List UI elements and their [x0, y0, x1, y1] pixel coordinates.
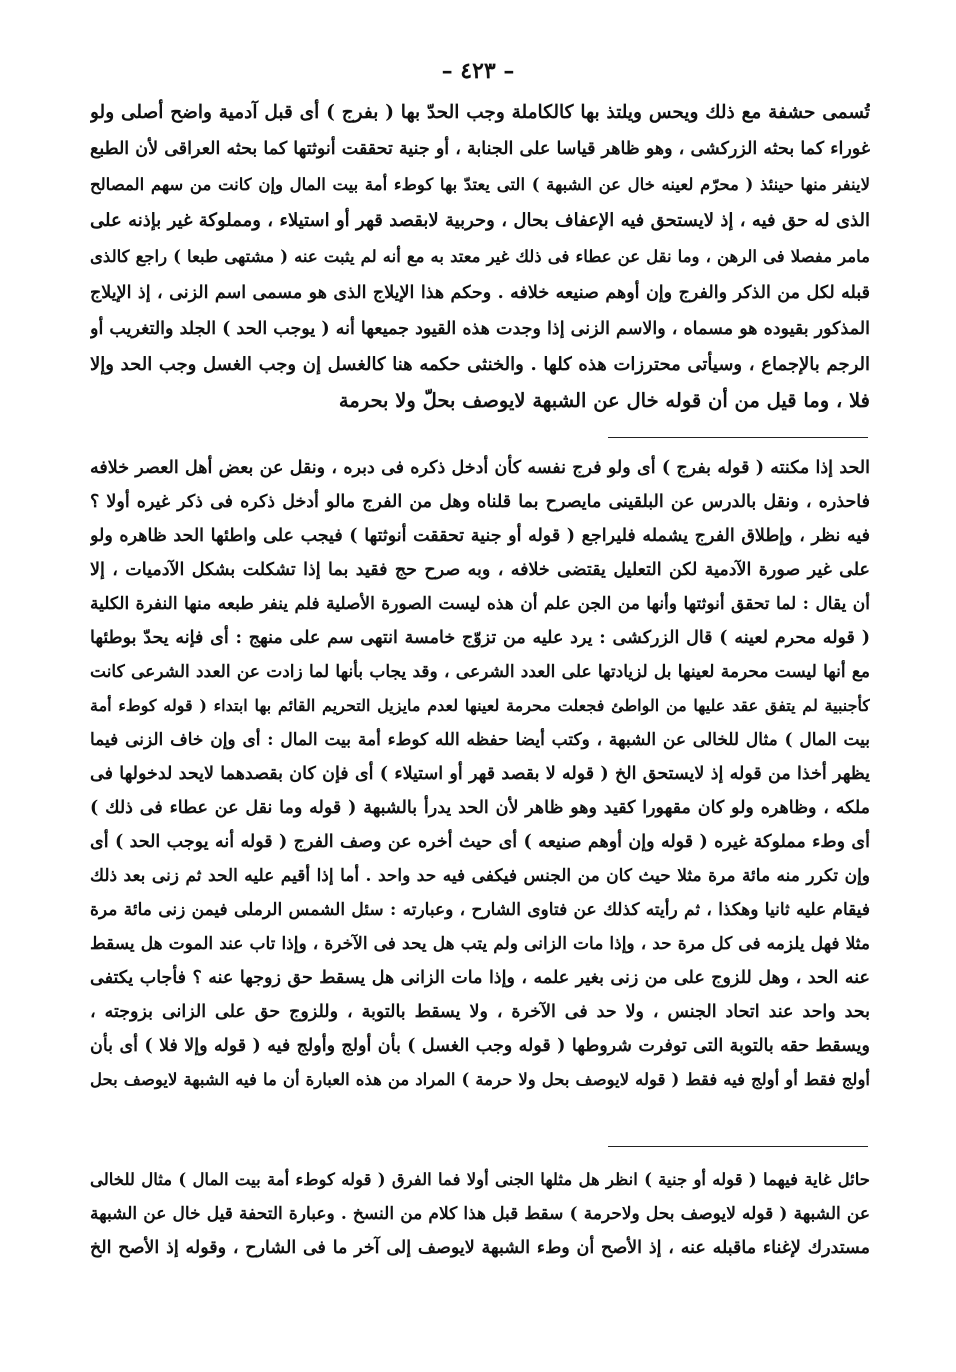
commentary-line: أى وطء مملوكة غيره ( قوله وإن أوهم صنيعه ) أى حيث أخره عن وصف الفرج ( قوله أنه يوجب الحد ) أى	[90, 832, 870, 852]
commentary-line: ملكه ، وظاهره ولو كان مقهورا كقيد وهو ظاهر لأن الحد يدرأ بالشبهة ( قوله وما نقل عن عطاء فى ذلك )	[90, 798, 870, 818]
main-text-line: الذى له حق فيه ، إذ لايستحق فيه الإعفاف بحال ، وحربية لابقصد قهر أو استيلاء ، ومملوكة غير بإذنه على	[90, 210, 870, 231]
commentary-line: فاحذره ، ونقل بالدرس عن البلقينى مايصرح بما قلناه وهل من الفرج مالو أدخل ذكره فى ذكر غيره أولا ؟	[90, 492, 870, 512]
main-text-line: فلا ، وما قيل من أن قوله خال عن الشبهة لايوصف بحلّ ولا بحرمة	[338, 389, 870, 412]
main-text-line: المذكور بقيوده هو مسماه ، والاسم الزنى إذا وجدت هذه القيود جميعها أنه ( يوجب الحد ) الجلد والتغريب أو	[90, 319, 870, 339]
main-text-line: مامر مفصلا فى الرهن ، وما نقل عن عطاء فى ذلك غير معتد به مع أنه لم يثبت عنه ( مشتهى طبعا ) راجع كالذى	[90, 247, 870, 266]
secondary-commentary-line: حائل غاية فيهما ( قوله أو جنية ) انظر هل مثلها الجنى أولا فما الفرق ( قوله كوطء أمة بيت المال ) مثال للخالى	[90, 1170, 870, 1189]
section-divider	[608, 437, 868, 438]
commentary-line: كأجنبية لم يتفق عقد عليها من الواطئ فجعلت محرمة لعينها لعدم مايزيل التحريم القائم بها ابتداء ( قوله كوطء أمة	[90, 696, 870, 715]
commentary-line: يظهر أخذا من قوله إذ لايستحق الخ ( قوله لا بقصد قهر أو استيلاء ) أى فإن كان بقصدهما لايحد لدخولها فى	[90, 764, 870, 784]
main-text-line: غوراء كما بحثه الزركشى ، وهو ظاهر قياسا على الجنابة ، أو جنية تحققت أنوثتها كما بحثه العراقى لأن الطبع	[90, 139, 870, 159]
secondary-commentary-line: مستدرك لإغناء ماقبله عنه ، إذ الأصح أن وطء الشبهة لايوصف إلى آخر ما فى الشارح ، وقوله إذ الأصح الخ	[90, 1238, 870, 1258]
commentary-line: فيه نظر ، وإطلاق الفرج يشمله فليراجع ( قوله أو جنية تحققت أنوثتها ) فيجب على واطئها الحد ظاهره ولو	[90, 526, 870, 546]
main-text-line: الرجم بالإجماع ، وسيأتى محترزات هذه كلها . والخنثى حكمه هنا كالغسل إن وجب الغسل وجب الحد وإلا	[90, 354, 870, 375]
secondary-commentary-line: عن الشبهة ( قوله لايوصف بحل ولاحرمة ) سقط قبل هذا كلام من النسخ . وعبارة التحفة قيل خال عن الشبهة	[90, 1204, 870, 1224]
main-text-line: قبله لكل من الذكر والفرج وإن أوهم صنيعه خلافه . وحكم هذا الإيلاج الذى هو مسمى اسم الزنى ، إذ الإيلاج	[90, 283, 870, 303]
commentary-line: ( قوله محرم لعينه ) قال الزركشى : يرد عليه من تزوّج خامسة انتهى سم على منهج : أى فإنه يحدّ بوطئها	[90, 628, 870, 648]
main-text-line: لاينفر منها حينئذ ( محرّم لعينه خال عن الشبهة ) التى يعتدّ بها كوطء أمة بيت المال وإن كانت من سهم المصالح	[90, 175, 870, 194]
commentary-line: مع أنها ليست محرمة لعينها بل لزيادتها على العدد الشرعى ، وقد يجاب بأنها لما زادت عن العدد الشرعى كانت	[90, 662, 870, 682]
main-text-line: تُسمى حشفة مع ذلك ويحس ويلتذ بها كالكاملة وجب الحدّ بها ( بفرج ) أى قبل آدمية واضح أصلى ولو	[90, 102, 870, 123]
commentary-line: بحد واحد عند اتحاد الجنس ، ولا حد فى الآخرة ، ولا يسقط بالتوبة ، وللزوج حق على الزانى بزوجته ،	[90, 1002, 870, 1022]
commentary-line: وإن تكرر منه مائة مرة مثلا حيث كان من الجنس فيكفى فيه حد واحد . أما إذا أقيم عليه الحد ثم زنى بعد ذلك	[90, 866, 870, 886]
commentary-line: عنه الحد ، وهل للزوج على من زنى بغير علمه ، وإذا مات الزانى هل يسقط حق زوجها عنه ؟ فأجاب يكتفى	[90, 968, 870, 988]
commentary-line: على غير صورة الآدمية لكن التعليل يقتضى خلافه ، وبه صرح حج فقيد بما إذا تشكلت بشكل الآدميات ، إلا	[90, 560, 870, 580]
commentary-line: ويسقط حقه بالتوبة التى توفرت شروطها ( قوله وجب الغسل ) بأن أولج وأولج فيه ( قوله وإلا فلا ) أى بأن	[90, 1036, 870, 1056]
commentary-line: الحد إذا مكنته ( قوله بفرج ) أى ولو فرج نفسه كأن أدخل ذكره فى دبره ، ونقل عن بعض أهل العصر خلافه	[90, 458, 870, 478]
page-number: – ٤٢٣ –	[441, 58, 515, 84]
commentary-line: أن يقال : لما تحقق أنوثتها وأنها من الجن علم أن هذه ليست الصورة الأصلية فلم ينفر طبعه منها النفرة الكلية	[90, 594, 870, 614]
commentary-line: مثلا فهل يلزمه فى كل مرة حد ، وإذا مات الزانى ولم يتب هل يحد فى الآخرة ، وإذا تاب عند الموت هل يسقط	[90, 934, 870, 954]
commentary-line: فيقام عليه ثانيا وهكذا ، ثم رأيته كذلك عن فتاوى الشارح ، وعبارته : سئل الشمس الرملى فيمن زنى مائة مرة	[90, 900, 870, 920]
commentary-line: بيت المال ) مثال للخالى عن الشبهة ، وكتب أيضا حفظه الله كوطء أمة بيت المال : أى وإن خاف الزنى فيما	[90, 730, 870, 750]
commentary-line: أولج فقط أو أولج فيه فقط ( قوله لايوصف بحل ولا حرمة ) المراد من هذه العبارة أن ما فيه الشبهة لايوصف بحل	[90, 1070, 870, 1089]
footnote-divider	[608, 1146, 868, 1147]
